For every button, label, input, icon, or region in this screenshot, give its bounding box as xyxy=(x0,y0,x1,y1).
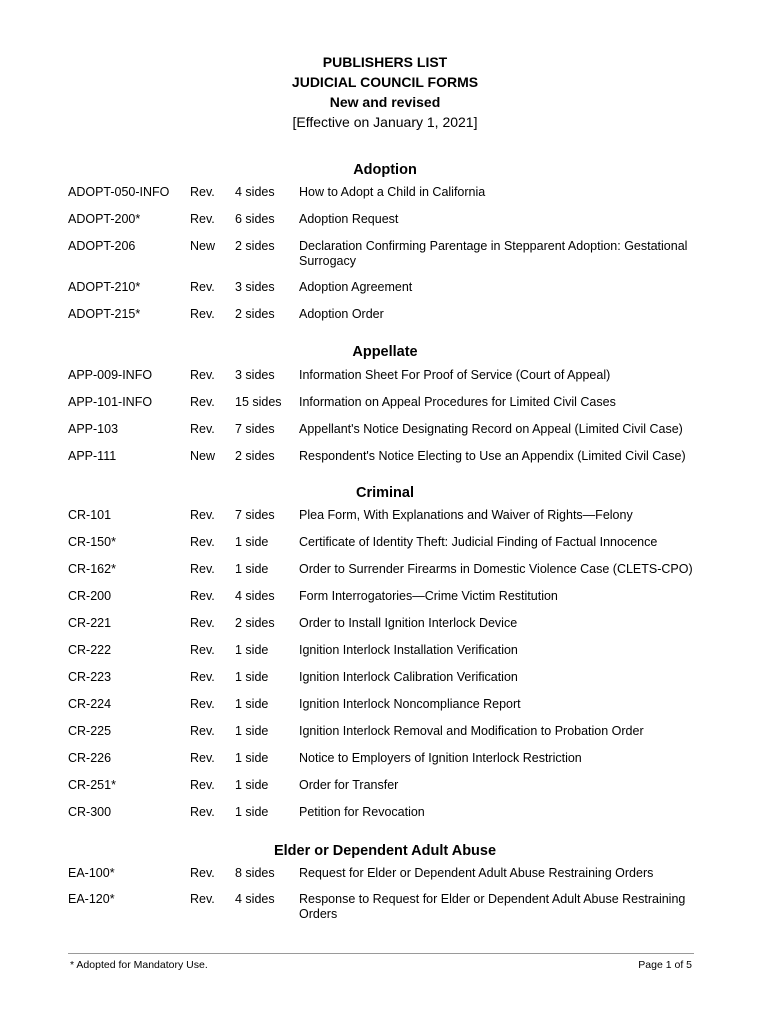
form-title: Adoption Order xyxy=(299,307,384,321)
form-sides: 1 side xyxy=(235,751,269,765)
form-title: Plea Form, With Explanations and Waiver of Rights—Felony xyxy=(299,508,633,522)
form-sides: 1 side xyxy=(235,643,269,657)
form-status: Rev. xyxy=(190,892,215,906)
document-header xyxy=(0,52,770,132)
form-title: Certificate of Identity Theft: Judicial Finding of Factual Innocence xyxy=(299,535,658,549)
form-code: ADOPT-210* xyxy=(68,280,141,294)
footer-note: * Adopted for Mandatory Use. xyxy=(70,959,208,971)
form-code: EA-100* xyxy=(68,866,115,880)
form-code: ADOPT-200* xyxy=(68,212,141,226)
form-sides: 1 side xyxy=(235,670,269,684)
form-title: Ignition Interlock Noncompliance Report xyxy=(299,697,521,711)
form-code: APP-103 xyxy=(68,422,119,436)
form-title: Response to Request for Elder or Dependent Adult Abuse Restraining Orders xyxy=(299,892,686,921)
form-sides: 1 side xyxy=(235,562,269,576)
form-sides: 15 sides xyxy=(235,395,282,409)
form-sides: 7 sides xyxy=(235,422,275,436)
form-status: Rev. xyxy=(190,805,215,819)
section-title-appellate: Appellate xyxy=(352,344,418,360)
form-status: Rev. xyxy=(190,697,215,711)
form-title: Order to Surrender Firearms in Domestic Violence Case (CLETS-CPO) xyxy=(299,562,693,576)
form-sides: 1 side xyxy=(235,778,269,792)
form-code: CR-221 xyxy=(68,616,112,630)
form-status: Rev. xyxy=(190,589,215,603)
form-sides: 2 sides xyxy=(235,307,275,321)
form-title: Ignition Interlock Removal and Modification to Probation Order xyxy=(299,724,644,738)
page-number: Page 1 of 5 xyxy=(638,959,692,971)
form-sides: 4 sides xyxy=(235,185,275,199)
form-title: Request for Elder or Dependent Adult Abuse Restraining Orders xyxy=(299,866,654,880)
form-status: Rev. xyxy=(190,670,215,684)
form-title: Notice to Employers of Ignition Interlock Restriction xyxy=(299,751,582,765)
form-sides: 1 side xyxy=(235,805,269,819)
form-code: CR-225 xyxy=(68,724,112,738)
form-status: Rev. xyxy=(190,508,215,522)
form-sides: 2 sides xyxy=(235,449,275,463)
form-status: Rev. xyxy=(190,866,215,880)
doc-title: PUBLISHERS LIST xyxy=(322,54,448,70)
form-code: CR-251* xyxy=(68,778,116,792)
form-title: Order for Transfer xyxy=(299,778,399,792)
form-status: Rev. xyxy=(190,535,215,549)
form-sides: 3 sides xyxy=(235,280,275,294)
form-title: Information on Appeal Procedures for Limited Civil Cases xyxy=(299,395,616,409)
form-status: Rev. xyxy=(190,212,215,226)
form-code: CR-300 xyxy=(68,805,112,819)
form-title: Adoption Request xyxy=(299,212,399,226)
form-status: Rev. xyxy=(190,562,215,576)
form-status: Rev. xyxy=(190,280,215,294)
form-title: Ignition Interlock Installation Verification xyxy=(299,643,518,657)
form-status: Rev. xyxy=(190,724,215,738)
form-status: Rev. xyxy=(190,751,215,765)
form-title: Ignition Interlock Calibration Verification xyxy=(299,670,518,684)
form-code: ADOPT-050-INFO xyxy=(68,185,170,199)
form-status: New xyxy=(190,239,216,253)
section-title-adoption: Adoption xyxy=(353,162,417,178)
form-status: Rev. xyxy=(190,395,215,409)
section-title-criminal: Criminal xyxy=(355,485,414,501)
form-title: Declaration Confirming Parentage in Stepparent Adoption: Gestational Surrogacy xyxy=(299,239,688,268)
form-status: Rev. xyxy=(190,307,215,321)
footer-divider xyxy=(68,953,694,954)
form-code: ADOPT-215* xyxy=(68,307,141,321)
form-status: Rev. xyxy=(190,185,215,199)
form-sides: 7 sides xyxy=(235,508,275,522)
form-status: Rev. xyxy=(190,778,215,792)
form-code: CR-162* xyxy=(68,562,116,576)
form-title: Form Interrogatories—Crime Victim Restitution xyxy=(299,589,558,603)
form-code: APP-009-INFO xyxy=(68,368,153,382)
form-code: ADOPT-206 xyxy=(68,239,136,253)
form-status: Rev. xyxy=(190,422,215,436)
effective-date: [Effective on January 1, 2021] xyxy=(292,114,478,130)
form-code: CR-200 xyxy=(68,589,112,603)
form-code: APP-111 xyxy=(68,449,117,463)
form-sides: 1 side xyxy=(235,724,269,738)
form-status: Rev. xyxy=(190,368,215,382)
form-sides: 8 sides xyxy=(235,866,275,880)
form-code: APP-101-INFO xyxy=(68,395,153,409)
form-sides: 4 sides xyxy=(235,589,275,603)
doc-subtitle: JUDICIAL COUNCIL FORMS xyxy=(291,74,479,90)
form-sides: 6 sides xyxy=(235,212,275,226)
form-code: CR-101 xyxy=(68,508,112,522)
form-title: Information Sheet For Proof of Service (Court of Appeal) xyxy=(299,368,611,382)
section-title-elder-abuse: Elder or Dependent Adult Abuse xyxy=(273,843,497,859)
form-title: Respondent's Notice Electing to Use an Appendix (Limited Civil Case) xyxy=(299,449,686,463)
form-title: Order to Install Ignition Interlock Device xyxy=(299,616,518,630)
form-code: CR-224 xyxy=(68,697,112,711)
form-sides: 1 side xyxy=(235,535,269,549)
form-code: CR-222 xyxy=(68,643,112,657)
form-sides: 1 side xyxy=(235,697,269,711)
form-status: Rev. xyxy=(190,643,215,657)
form-sides: 2 sides xyxy=(235,239,275,253)
form-sides: 2 sides xyxy=(235,616,275,630)
form-code: EA-120* xyxy=(68,892,115,906)
form-status: New xyxy=(190,449,216,463)
form-title: Appellant's Notice Designating Record on Appeal (Limited Civil Case) xyxy=(299,422,683,436)
form-sides: 4 sides xyxy=(235,892,275,906)
form-sides: 3 sides xyxy=(235,368,275,382)
form-code: CR-226 xyxy=(68,751,112,765)
doc-subtitle-2: New and revised xyxy=(329,94,441,110)
form-code: CR-150* xyxy=(68,535,116,549)
form-title: How to Adopt a Child in California xyxy=(299,185,486,199)
form-code: CR-223 xyxy=(68,670,112,684)
form-title: Adoption Agreement xyxy=(299,280,413,294)
form-title: Petition for Revocation xyxy=(299,805,425,819)
form-status: Rev. xyxy=(190,616,215,630)
